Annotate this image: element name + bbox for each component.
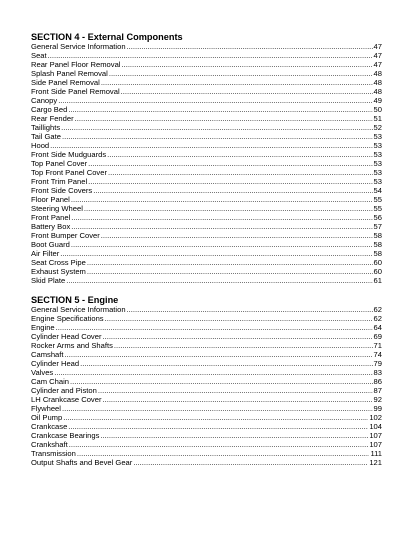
toc-entry-title: Cargo Bed — [31, 105, 68, 114]
toc-page-number: 58 — [373, 231, 382, 240]
dot-leader — [100, 431, 368, 440]
toc-page-number: 55 — [373, 204, 382, 213]
dot-leader — [50, 141, 372, 150]
toc-entry[interactable] — [31, 195, 382, 204]
toc-page-number: 54 — [373, 186, 382, 195]
toc-entry-title: Valves — [31, 368, 54, 377]
toc-entry[interactable] — [31, 440, 382, 449]
toc-entry-title: Taillights — [31, 123, 61, 132]
toc-page-number: 58 — [373, 240, 382, 249]
toc-entry-title: Front Side Panel Removal — [31, 87, 120, 96]
toc-entry[interactable] — [31, 431, 382, 440]
dot-leader — [68, 105, 372, 114]
toc-entry[interactable] — [31, 222, 382, 231]
dot-leader — [48, 51, 373, 60]
section-heading: SECTION 5 - Engine — [31, 295, 119, 305]
toc-page-number: 53 — [373, 168, 382, 177]
dot-leader — [71, 213, 372, 222]
toc-page-number: 104 — [369, 422, 382, 431]
toc-entry[interactable] — [31, 114, 382, 123]
toc-page-number: 53 — [373, 177, 382, 186]
toc-entry[interactable] — [31, 51, 382, 60]
toc-entry[interactable] — [31, 96, 382, 105]
toc-entry[interactable] — [31, 276, 382, 285]
dot-leader — [61, 123, 372, 132]
dot-leader — [108, 168, 373, 177]
dot-leader — [62, 132, 373, 141]
toc-entry[interactable] — [31, 341, 382, 350]
toc-entry-title: Hood — [31, 141, 50, 150]
table-of-contents — [31, 32, 382, 467]
toc-page-number: 51 — [373, 114, 382, 123]
toc-page-number: 107 — [369, 431, 382, 440]
toc-entry[interactable] — [31, 350, 382, 359]
dot-leader — [109, 69, 373, 78]
dot-leader — [101, 78, 373, 87]
toc-entry-title: Crankcase Bearings — [31, 431, 100, 440]
toc-entry[interactable] — [31, 377, 382, 386]
toc-page-number: 69 — [373, 332, 382, 341]
toc-entry[interactable] — [31, 78, 382, 87]
toc-list — [31, 42, 382, 285]
dot-leader — [62, 404, 373, 413]
toc-entry[interactable] — [31, 132, 382, 141]
dot-leader — [88, 159, 372, 168]
toc-page-number: 102 — [369, 413, 382, 422]
toc-page-number: 71 — [373, 341, 382, 350]
toc-page-number: 61 — [373, 276, 382, 285]
toc-page-number: 49 — [373, 96, 382, 105]
toc-entry[interactable] — [31, 60, 382, 69]
toc-entry[interactable] — [31, 458, 382, 467]
toc-entry[interactable] — [31, 258, 382, 267]
toc-entry-title: Top Front Panel Cover — [31, 168, 107, 177]
toc-entry[interactable] — [31, 159, 382, 168]
toc-entry-title: Cylinder Head Cover — [31, 332, 102, 341]
toc-page-number: 83 — [373, 368, 382, 377]
toc-page-number: 62 — [373, 314, 382, 323]
toc-entry[interactable] — [31, 404, 382, 413]
toc-entry[interactable] — [31, 314, 382, 323]
toc-page-number: 62 — [373, 305, 382, 314]
dot-leader — [102, 332, 372, 341]
toc-entry[interactable] — [31, 240, 382, 249]
dot-leader — [70, 377, 373, 386]
dot-leader — [101, 231, 373, 240]
toc-entry-title: Skid Plate — [31, 276, 66, 285]
toc-page-number: 99 — [373, 404, 382, 413]
toc-entry[interactable] — [31, 42, 382, 51]
toc-entry[interactable] — [31, 141, 382, 150]
dot-leader — [68, 422, 368, 431]
toc-page-number: 48 — [373, 87, 382, 96]
toc-entry-title: Battery Box — [31, 222, 71, 231]
toc-entry-title: Boot Guard — [31, 240, 70, 249]
dot-leader — [88, 177, 372, 186]
dot-leader — [87, 267, 373, 276]
toc-entry-title: Cylinder Head — [31, 359, 80, 368]
toc-entry-title: Engine — [31, 323, 55, 332]
toc-entry[interactable] — [31, 249, 382, 258]
toc-entry-title: General Service Information — [31, 42, 126, 51]
toc-entry-title: Crankcase — [31, 422, 68, 431]
toc-entry[interactable] — [31, 150, 382, 159]
toc-page-number: 121 — [369, 458, 382, 467]
toc-page-number: 55 — [373, 195, 382, 204]
toc-entry[interactable] — [31, 449, 382, 458]
toc-entry-title: General Service Information — [31, 305, 126, 314]
toc-page-number: 52 — [373, 123, 382, 132]
toc-page-number: 47 — [373, 42, 382, 51]
toc-page-number: 58 — [373, 249, 382, 258]
dot-leader — [71, 222, 372, 231]
dot-leader — [65, 350, 373, 359]
section-spacer — [31, 285, 382, 295]
dot-leader — [105, 314, 373, 323]
toc-entry[interactable] — [31, 413, 382, 422]
toc-entry-title: Splash Panel Removal — [31, 69, 108, 78]
toc-page-number: 111 — [370, 449, 382, 458]
toc-entry-title: Flywheel — [31, 404, 61, 413]
dot-leader — [56, 323, 373, 332]
toc-page-number: 74 — [373, 350, 382, 359]
dot-leader — [93, 186, 372, 195]
dot-leader — [127, 305, 373, 314]
toc-entry-title: Canopy — [31, 96, 58, 105]
toc-entry-title: Exhaust System — [31, 267, 86, 276]
dot-leader — [66, 276, 372, 285]
toc-page-number: 57 — [373, 222, 382, 231]
toc-entry-title: LH Crankcase Cover — [31, 395, 102, 404]
dot-leader — [133, 458, 368, 467]
toc-page-number: 60 — [373, 267, 382, 276]
toc-page-number: 87 — [373, 386, 382, 395]
toc-page-number: 47 — [373, 60, 382, 69]
dot-leader — [58, 96, 372, 105]
toc-entry-title: Top Panel Cover — [31, 159, 88, 168]
dot-leader — [75, 114, 373, 123]
toc-entry-title: Steering Wheel — [31, 204, 83, 213]
toc-page-number: 56 — [373, 213, 382, 222]
toc-entry[interactable] — [31, 422, 382, 431]
dot-leader — [69, 440, 369, 449]
toc-page-number: 79 — [373, 359, 382, 368]
toc-entry-title: Side Panel Removal — [31, 78, 100, 87]
dot-leader — [63, 413, 368, 422]
toc-entry[interactable] — [31, 186, 382, 195]
dot-leader — [107, 150, 372, 159]
toc-entry[interactable] — [31, 69, 382, 78]
toc-entry[interactable] — [31, 213, 382, 222]
toc-entry[interactable] — [31, 305, 382, 314]
toc-entry[interactable] — [31, 368, 382, 377]
dot-leader — [60, 249, 372, 258]
dot-leader — [77, 449, 370, 458]
toc-entry[interactable] — [31, 231, 382, 240]
dot-leader — [127, 42, 373, 51]
toc-entry-title: Rear Panel Floor Removal — [31, 60, 121, 69]
toc-page-number: 60 — [373, 258, 382, 267]
dot-leader — [87, 258, 373, 267]
dot-leader — [71, 195, 373, 204]
toc-entry-title: Front Trim Panel — [31, 177, 88, 186]
toc-entry[interactable] — [31, 395, 382, 404]
toc-entry[interactable] — [31, 105, 382, 114]
toc-list — [31, 305, 382, 467]
toc-entry[interactable] — [31, 168, 382, 177]
toc-page-number: 64 — [373, 323, 382, 332]
toc-page-number: 50 — [373, 105, 382, 114]
toc-entry[interactable] — [31, 87, 382, 96]
toc-entry-title: Front Side Mudguards — [31, 150, 107, 159]
toc-entry-title: Air Filter — [31, 249, 60, 258]
toc-entry[interactable] — [31, 123, 382, 132]
toc-entry-title: Front Side Covers — [31, 186, 93, 195]
toc-page-number: 86 — [373, 377, 382, 386]
toc-page-number: 53 — [373, 159, 382, 168]
toc-entry-title: Seat Cross Pipe — [31, 258, 86, 267]
toc-page-number: 107 — [369, 440, 382, 449]
toc-page-number: 47 — [373, 51, 382, 60]
toc-entry[interactable] — [31, 267, 382, 276]
toc-entry-title: Front Bumper Cover — [31, 231, 100, 240]
dot-leader — [80, 359, 372, 368]
toc-page-number: 92 — [373, 395, 382, 404]
toc-entry-title: Tail Gate — [31, 132, 61, 141]
toc-entry-title: Floor Panel — [31, 195, 70, 204]
toc-entry-title: Output Shafts and Bevel Gear — [31, 458, 133, 467]
toc-entry[interactable] — [31, 386, 382, 395]
dot-leader — [71, 240, 373, 249]
dot-leader — [98, 386, 373, 395]
dot-leader — [114, 341, 373, 350]
dot-leader — [121, 60, 372, 69]
toc-page-number: 48 — [373, 78, 382, 87]
toc-page-number: 53 — [373, 150, 382, 159]
toc-page-number: 53 — [373, 132, 382, 141]
toc-entry[interactable] — [31, 359, 382, 368]
toc-entry-title: Camshaft — [31, 350, 64, 359]
toc-entry-title: Front Panel — [31, 213, 71, 222]
toc-page-number: 53 — [373, 141, 382, 150]
toc-entry-title: Oil Pump — [31, 413, 63, 422]
toc-entry-title: Engine Specifications — [31, 314, 104, 323]
dot-leader — [54, 368, 372, 377]
toc-entry[interactable] — [31, 323, 382, 332]
toc-page-number: 48 — [373, 69, 382, 78]
toc-entry-title: Crankshaft — [31, 440, 68, 449]
toc-entry[interactable] — [31, 204, 382, 213]
toc-entry-title: Rear Fender — [31, 114, 74, 123]
toc-entry-title: Transmission — [31, 449, 76, 458]
dot-leader — [84, 204, 373, 213]
toc-entry-title: Cylinder and Piston — [31, 386, 97, 395]
dot-leader — [121, 87, 373, 96]
toc-entry-title: Rocker Arms and Shafts — [31, 341, 113, 350]
toc-entry-title: Seat — [31, 51, 47, 60]
toc-entry[interactable] — [31, 177, 382, 186]
toc-entry-title: Cam Chain — [31, 377, 69, 386]
dot-leader — [102, 395, 372, 404]
section-heading: SECTION 4 - External Components — [31, 32, 183, 42]
toc-entry[interactable] — [31, 332, 382, 341]
